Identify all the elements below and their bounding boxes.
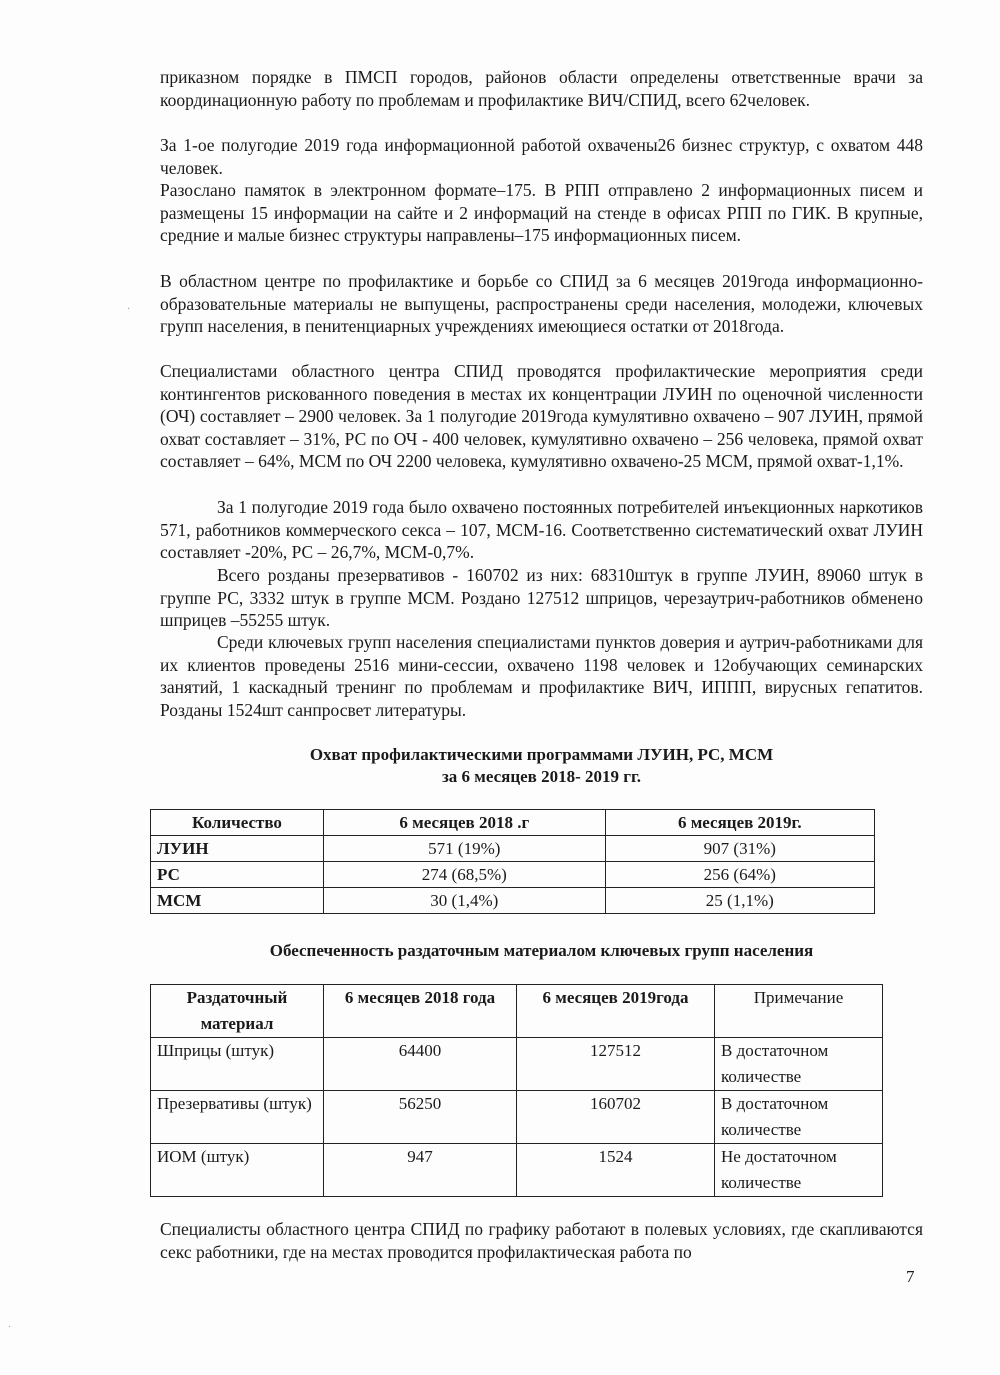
table-header-cell: 6 месяцев 2019года [517,985,715,1038]
table-header-cell: 6 месяцев 2018 .г [324,810,606,836]
paragraph-education-materials: В областном центре по профилактике и борьбе со СПИД за 6 месяцев 2019года информационно-образовательные материалы не выпущены, распространены среди населения, молодежи, ключевых групп населения, в пенитенциарных учреждениях имеющиеся остатки от 2018года. [160,271,923,337]
table-header-cell: 6 месяцев 2019г. [605,810,874,836]
page-number: 7 [906,1267,915,1286]
table-cell: Не достаточном количестве [715,1144,883,1197]
table1-title-line1: Охват профилактическими программами ЛУИН, РС, МСМ [309,745,774,764]
table-cell: Шприцы (штук) [151,1038,324,1091]
table-header-cell: 6 месяцев 2018 года [324,985,517,1038]
table-header-cell: Количество [151,810,324,836]
table-cell: 64400 [324,1038,517,1091]
table-cell: 947 [324,1144,517,1197]
paragraph-responsible-doctors: приказном порядке в ПМСП городов, районов области определены ответственные врачи за координационную работу по проблемам и профилактике ВИЧ/СПИД, всего 62человек. [160,67,923,110]
paragraph-business-coverage: За 1-ое полугодие 2019 года информационной работой охвачены26 бизнес структур, с охватом 448 человек. [160,135,923,178]
table-row [151,1144,883,1197]
table-row [151,888,875,914]
paragraph-memos-sent: Разослано памяток в электронном формате–175. В РПП отправлено 2 информационных писем и размещены 15 информации на сайте и 2 информаций на стенде в офисах РПП по ГИК. В крупные, средние и малые бизнес структуры направлены–175 информационных писем. [160,180,923,246]
paragraph-condoms-syringes: Всего розданы презервативов - 160702 из них: 68310штук в группе ЛУИН, 89060 штук в группе РС, 3332 штук в группе МСМ. Роздано 127512 шприцов, черезаутрич-работников обменено шприцев –55255 штук. [160,565,923,631]
table-cell: 256 (64%) [605,862,874,888]
table-cell: 127512 [517,1038,715,1091]
paragraph-coverage-injection: За 1 полугодие 2019 года было охвачено постоянных потребителей инъекционных наркотиков 571, работников коммерческого секса – 107, МСМ-16. Соответственно систематический охват ЛУИН составляет -20%, РС – 26,7%, МСМ-0,7%. [160,497,923,563]
table1-title-line2: за 6 месяцев 2018- 2019 гг. [441,767,642,786]
paragraph-field-work: Специалисты областного центра СПИД по графику работают в полевых условиях, где скапливаются секс работники, где на местах проводится профилактическая работа по [160,1219,923,1262]
table2-title: Обеспеченность раздаточным материалом ключевых групп населения [269,941,814,960]
table-cell: 25 (1,1%) [605,888,874,914]
table-cell: 30 (1,4%) [324,888,606,914]
table-cell: 160702 [517,1091,715,1144]
table-cell: Презервативы (штук) [151,1091,324,1144]
table-row [151,862,875,888]
table1-title [160,744,923,788]
table-cell: 907 (31%) [605,836,874,862]
paragraph-key-groups-sessions: Среди ключевых групп населения специалистами пунктов доверия и аутрич-работниками для их клиентов проведены 2516 мини-сессии, охвачено 1198 человек и 12обучающих семинарских занятий, 1 каскадный тренинг по проблемам и профилактике ВИЧ, ИППП, вирусных гепатитов. Розданы 1524шт санпросвет литературы. [160,632,923,720]
scan-speck: · [8,1322,12,1333]
table-row [151,836,875,862]
table-cell: В достаточном количестве [715,1038,883,1091]
table-header-cell: Примечание [715,985,883,1038]
table-row [151,1091,883,1144]
table-cell: РС [151,862,324,888]
table-cell: 274 (68,5%) [324,862,606,888]
table-header-row [151,985,883,1038]
table-cell: 1524 [517,1144,715,1197]
table-cell: 571 (19%) [324,836,606,862]
table-row [151,1038,883,1091]
materials-table [150,984,883,1197]
table-cell: 56250 [324,1091,517,1144]
table-cell: В достаточном количестве [715,1091,883,1144]
table-header-row [151,810,875,836]
table-cell: ИОМ (штук) [151,1144,324,1197]
coverage-table [150,809,875,914]
scan-speck: · [127,304,131,315]
table-header-cell: Раздаточный материал [151,985,324,1038]
table-cell: ЛУИН [151,836,324,862]
table-cell: МСМ [151,888,324,914]
paragraph-prevention-activities: Специалистами областного центра СПИД проводятся профилактические мероприятия среди контингентов рискованного поведения в местах их концентрации ЛУИН по оценочной численности (ОЧ) составляет – 2900 человек. За 1 полугодие 2019года кумулятивно охвачено – 907 ЛУИН, прямой охват составляет – 31%, РС по ОЧ - 400 человек, кумулятивно охвачено – 256 человека, прямой охват составляет – 64%, МСМ по ОЧ 2200 человека, кумулятивно охвачено-25 МСМ, прямой охват-1,1%. [160,361,923,472]
